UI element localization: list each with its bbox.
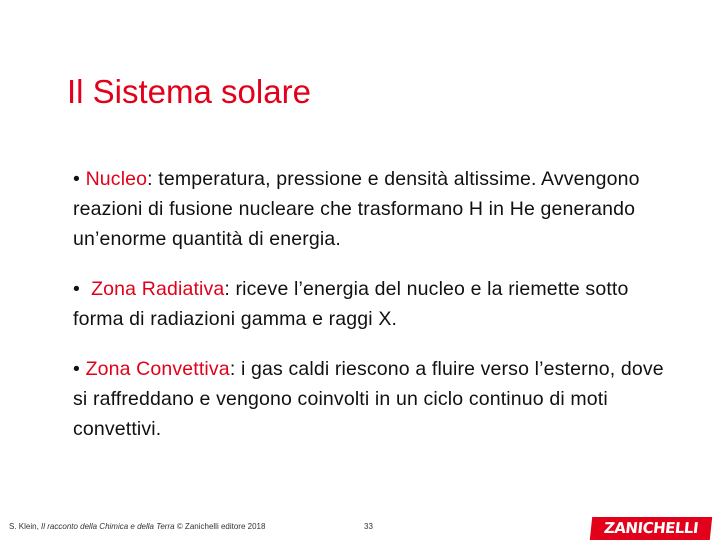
- slide-title: Il Sistema solare: [67, 73, 311, 110]
- footer-copyright: © Zanichelli editore 2018: [176, 522, 266, 531]
- bullet-marker: •: [73, 358, 80, 380]
- bullet-marker: •: [73, 278, 80, 300]
- bullet-term: Zona Convettiva: [85, 358, 230, 380]
- bullet-list: [73, 164, 673, 464]
- footer-credit: [9, 521, 265, 533]
- bullet-text: : riceve l’energia del nucleo e la riemette sotto forma di radiazioni gamma e raggi X.: [73, 278, 629, 330]
- page-number: 33: [364, 522, 373, 531]
- footer-author: S. Klein,: [9, 522, 39, 531]
- bullet-text: : i gas caldi riescono a fluire verso l’esterno, dove si raffreddano e vengono coinvolti in un ciclo continuo di moti convettivi.: [73, 358, 664, 440]
- bullet-nucleo: [73, 164, 673, 254]
- footer-book-title: Il racconto della Chimica e della Terra: [41, 522, 175, 531]
- publisher-logo: ZANICHELLI: [590, 517, 712, 540]
- bullet-term: Zona Radiativa: [91, 278, 225, 300]
- bullet-zona-convettiva: [73, 354, 673, 444]
- bullet-term: Nucleo: [85, 168, 148, 190]
- bullet-zona-radiativa: [73, 274, 673, 334]
- bullet-marker: •: [73, 168, 80, 190]
- bullet-text: : temperatura, pressione e densità altissime. Avvengono reazioni di fusione nucleare che trasformano H in He generando un’enorme quantità di energia.: [73, 168, 640, 250]
